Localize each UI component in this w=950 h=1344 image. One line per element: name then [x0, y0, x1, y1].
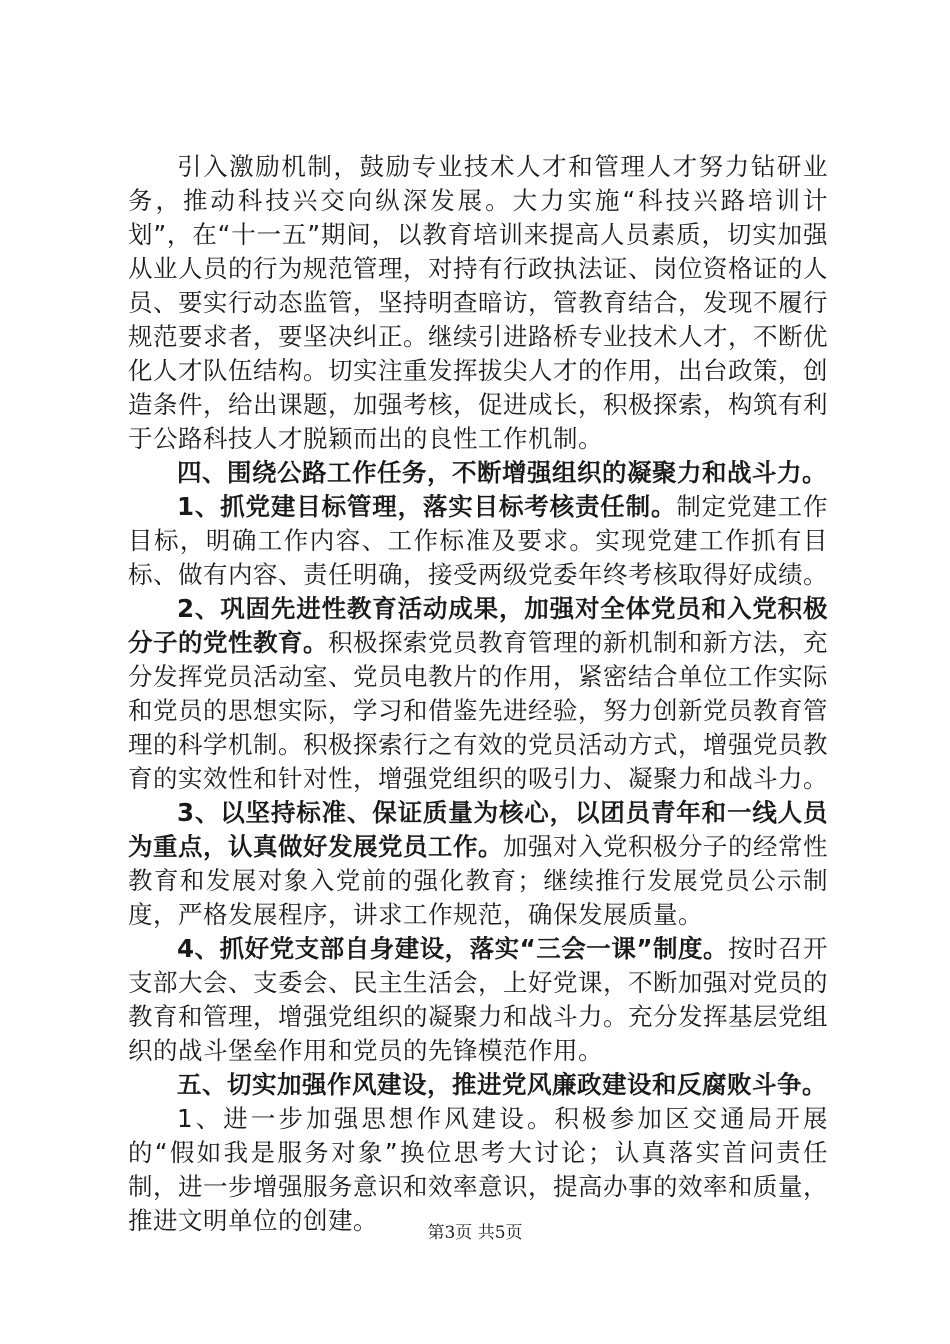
- document-body: [128, 150, 828, 1238]
- paragraph-incentive: 引入激励机制，鼓励专业技术人才和管理人才努力钻研业务，推动科技兴交向纵深发展。大力实施“科技兴路培训计划”，在“十一五”期间，以教育培训来提高人员素质，切实加强从业人员的行为规范管理，对持有行政执法证、岗位资格证的人员、要实行动态监管，坚持明查暗访，管教育结合，发现不履行规范要求者，要坚决纠正。继续引进路桥专业技术人才，不断优化人才队伍结构。切实注重发挥拔尖人才的作用，出台政策，创造条件，给出课题，加强考核，促进成长，积极探索，构筑有利于公路科技人才脱颖而出的良性工作机制。: [128, 152, 828, 453]
- paragraph-4-2: 2、巩固先进性教育活动成果，加强对全体党员和入党积极分子的党性教育。积极探索党员教育管理的新机制和新方法，充分发挥党员活动室、党员电教片的作用，紧密结合单位工作实际和党员的思想实际，学习和借鉴先进经验，努力创新党员教育管理的科学机制。积极探索行之有效的党员活动方式，增强党员教育的实效性和针对性，增强党组织的吸引力、凝聚力和战斗力。: [128, 594, 828, 793]
- section-heading-5: 五、切实加强作风建设，推进党风廉政建设和反腐败斗争。: [177, 1070, 827, 1099]
- paragraph-5-1: 1、进一步加强思想作风建设。积极参加区交通局开展的“假如我是服务对象”换位思考大讨论；认真落实首问责任制，进一步增强服务意识和效率意识，提高办事的效率和质量，推进文明单位的创建。: [128, 1104, 828, 1235]
- paragraph-4-3: 3、以坚持标准、保证质量为核心，以团员青年和一线人员为重点，认真做好发展党员工作。加强对入党积极分子的经常性教育和发展对象入党前的强化教育；继续推行发展党员公示制度，严格发展程序，讲求工作规范，确保发展质量。: [128, 798, 828, 929]
- paragraph-4-4: 4、抓好党支部自身建设，落实“三会一课”制度。按时召开支部大会、支委会、民主生活会，上好党课，不断加强对党员的教育和管理，增强党组织的凝聚力和战斗力。充分发挥基层党组织的战斗堡垒作用和党员的先锋模范作用。: [128, 934, 829, 1065]
- paragraph-4-1: 1、抓党建目标管理，落实目标考核责任制。制定党建工作目标，明确工作内容、工作标准及要求。实现党建工作抓有目标、做有内容、责任明确，接受两级党委年终考核取得好成绩。: [128, 492, 829, 589]
- page-footer: 第3页 共5页: [427, 1223, 523, 1243]
- section-heading-4: 四、围绕公路工作任务，不断增强组织的凝聚力和战斗力。: [177, 458, 827, 487]
